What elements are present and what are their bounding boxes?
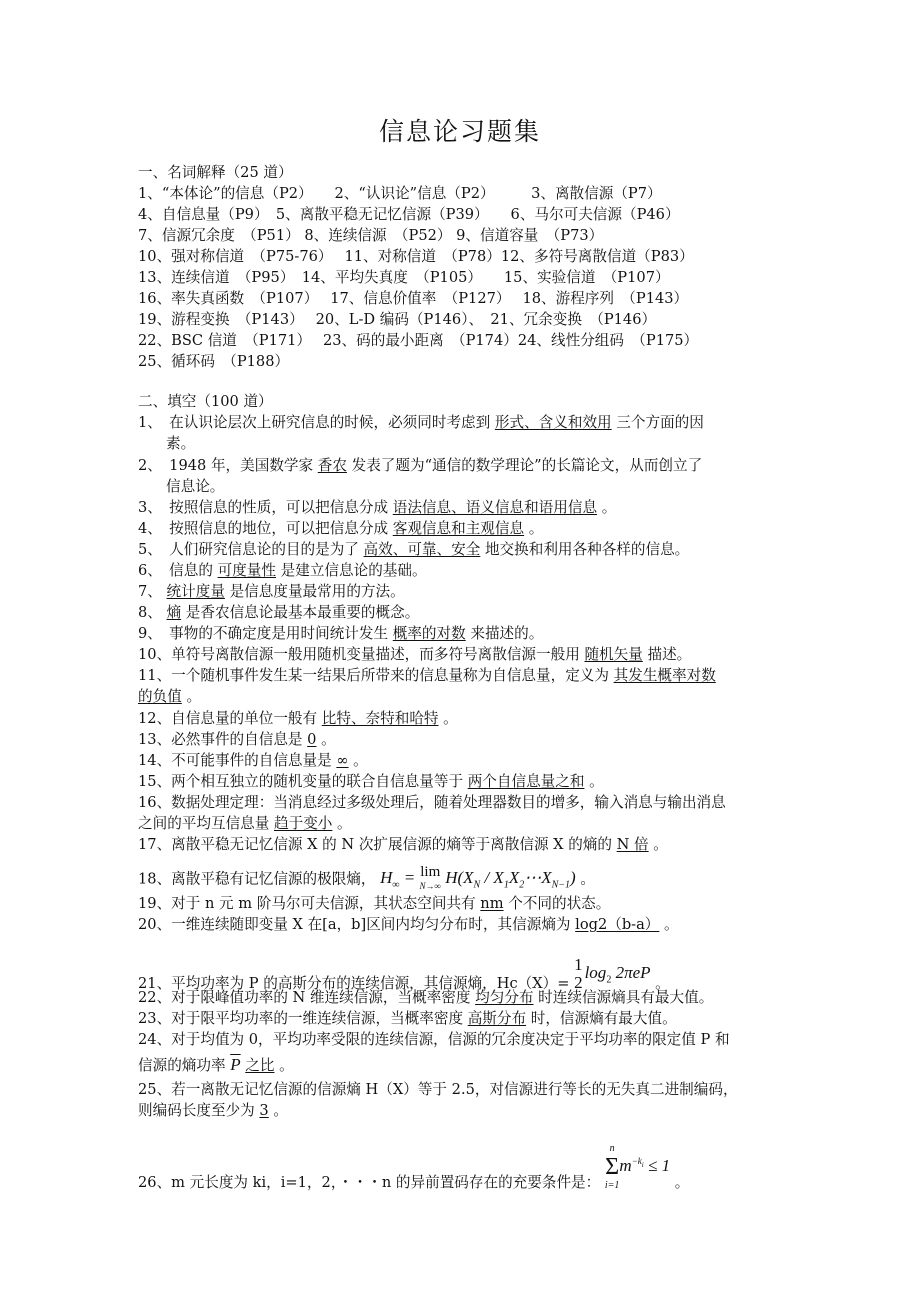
question-5: 5、 人们研究信息论的目的是为了 高效、可靠、安全 地交换和利用各种各样的信息。 xyxy=(138,541,690,558)
question-13: 13、必然事件的自信息是 0 。 xyxy=(138,731,336,748)
question-24-cont: 信源的熵功率 $\overline{P}$ 之比 。 xyxy=(138,1055,294,1074)
answer-blank: N 倍 xyxy=(616,836,649,853)
answer-blank: 之比 xyxy=(245,1057,275,1074)
answer-blank: 3 xyxy=(259,1102,269,1119)
term-row-5: 13、连续信道 （P95） 14、平均失真度 （P105） 15、实验信道 （P107） xyxy=(138,269,670,286)
question-25-cont: 则编码长度至少为 3 。 xyxy=(138,1102,288,1119)
question-26: 26、m 元长度为 ki，i=1，2，・・・n 的异前置码存在的充要条件是： n Σ $i=1m^{-k_i} \le 1$ 。 xyxy=(138,1143,690,1191)
term-row-8: 22、BSC 信道 （P171） 23、码的最小距离 （P174）24、线性分组码 （P175） xyxy=(138,332,699,349)
term-row-1: 1、“本体论”的信息（P2） 2、“认识论”信息（P2） 3、离散信源（P7） xyxy=(138,185,662,202)
question-20: 20、一维连续随即变量 X 在[a，b]区间内均匀分布时，其信源熵为 log2（b-a） 。 xyxy=(138,916,679,933)
gaussian-entropy-formula: 1 $2\log_2$ 2πeP xyxy=(574,955,651,992)
question-2: 2、 1948 年，美国数学家 香农 发表了题为“通信的数学理论”的长篇论文，从而创立了 xyxy=(138,457,703,474)
answer-blank: 其发生概率对数 xyxy=(613,667,716,684)
question-21: 21、平均功率为 P 的高斯分布的连续信源，其信源熵，Hc（X）= 1 $2\log_2$ 2πeP 。 xyxy=(138,955,670,992)
question-25: 25、若一离散无记忆信源的信源熵 H（X）等于 2.5，对信源进行等长的无失真二进制编码， xyxy=(138,1081,738,1098)
answer-blank: 的负值 xyxy=(138,688,182,705)
question-7: 7、 统计度量 是信息度量最常用的方法。 xyxy=(138,583,405,600)
question-11: 11、一个随机事件发生某一结果后所带来的信息量称为自信息量，定义为 其发生概率对数 xyxy=(138,667,716,684)
section1-heading: 一、名词解释（25 道） xyxy=(138,164,293,181)
answer-blank: 随机矢量 xyxy=(584,646,643,663)
section2-heading: 二、填空（100 道） xyxy=(138,393,273,410)
answer-blank: 可度量性 xyxy=(217,562,276,579)
answer-blank: 语法信息、语义信息和语用信息 xyxy=(392,499,598,516)
question-1: 1、 在认识论层次上研究信息的时候，必须同时考虑到 形式、含义和效用 三个方面的因 xyxy=(138,414,704,431)
answer-blank: 概率的对数 xyxy=(392,625,466,642)
answer-blank: 均匀分布 xyxy=(475,989,534,1006)
question-18: 18、离散平稳有记忆信源的极限熵， $H_\infty = \lim$ N→∞ $H(X_N$ / $X_1X_2\cdots X_{N-1}$) 。 xyxy=(138,864,595,891)
answer-blank: 客观信息和主观信息 xyxy=(392,520,525,537)
term-row-3: 7、信源冗余度 （P51） 8、连续信源 （P52） 9、信道容量 （P73） xyxy=(138,227,604,244)
question-23: 23、对于限平均功率的一维连续信源，当概率密度 高斯分布 时，信源熵有最大值。 xyxy=(138,1010,677,1027)
answer-blank: 统计度量 xyxy=(166,583,225,600)
question-16: 16、数据处理定理：当消息经过多级处理后，随着处理器数目的增多，输入消息与输出消息 xyxy=(138,794,726,811)
limit-entropy-formula: $H_\infty = \lim$ N→∞ $H(X_N$ / $X_1X_2\cdots X_{N-1}$) xyxy=(380,864,576,891)
answer-blank: 香农 xyxy=(317,457,347,474)
question-24: 24、对于均值为 0，平均功率受限的连续信源，信源的冗余度决定于平均功率的限定值 P 和 xyxy=(138,1031,730,1048)
question-3: 3、 按照信息的性质，可以把信息分成 语法信息、语义信息和语用信息 。 xyxy=(138,499,617,516)
page-title: 信息论习题集 xyxy=(378,117,541,146)
answer-blank: 熵 xyxy=(166,604,182,621)
question-8: 8、 熵 是香农信息论最基本最重要的概念。 xyxy=(138,604,420,621)
answer-blank: nm xyxy=(480,895,504,912)
question-17: 17、离散平稳无记忆信源 X 的 N 次扩展信源的熵等于离散信源 X 的熵的 N 倍 。 xyxy=(138,836,668,853)
kraft-inequality-formula: n Σ $i=1m^{-k_i} \le 1$ xyxy=(604,1143,671,1191)
question-4: 4、 按照信息的地位，可以把信息分成 客观信息和主观信息 。 xyxy=(138,520,544,537)
question-2-cont: 信息论。 xyxy=(166,478,225,495)
question-9: 9、 事物的不确定度是用时间统计发生 概率的对数 来描述的。 xyxy=(138,625,544,642)
question-11-cont: 的负值 。 xyxy=(138,688,202,705)
answer-blank: 比特、奈特和哈特 xyxy=(321,710,439,727)
answer-blank: 趋于变小 xyxy=(274,815,333,832)
term-row-4: 10、强对称信道 （P75-76） 11、对称信道 （P78）12、多符号离散信道（P83） xyxy=(138,248,694,265)
answer-blank: 0 xyxy=(307,731,317,748)
question-6: 6、 信息的 可度量性 是建立信息论的基础。 xyxy=(138,562,427,579)
power-symbol: $\overline{P}$ xyxy=(230,1055,241,1074)
term-row-2: 4、自信息量（P9） 5、离散平稳无记忆信源（P39） 6、马尔可夫信源（P46） xyxy=(138,206,680,223)
answer-blank: ∞ xyxy=(336,752,349,769)
question-15: 15、两个相互独立的随机变量的联合自信息量等于 两个自信息量之和 。 xyxy=(138,773,604,790)
term-row-6: 16、率失真函数 （P107） 17、信息价值率 （P127） 18、游程序列 （P143） xyxy=(138,290,689,307)
answer-blank: log2（b-a） xyxy=(575,916,660,933)
question-10: 10、单符号离散信源一般用随机变量描述，而多符号离散信源一般用 随机矢量 描述。 xyxy=(138,646,692,663)
question-16-cont: 之间的平均互信息量 趋于变小 。 xyxy=(138,815,352,832)
answer-blank: 高效、可靠、安全 xyxy=(363,541,481,558)
question-12: 12、自信息量的单位一般有 比特、奈特和哈特 。 xyxy=(138,710,458,727)
answer-blank: 两个自信息量之和 xyxy=(467,773,585,790)
answer-blank: 形式、含义和效用 xyxy=(494,414,612,431)
term-row-7: 19、游程变换 （P143） 20、L-D 编码（P146）、 21、冗余变换 （P146） xyxy=(138,311,657,328)
question-19: 19、对于 n 元 m 阶马尔可夫信源，其状态空间共有 nm 个不同的状态。 xyxy=(138,895,611,912)
question-14: 14、不可能事件的自信息量是 ∞ 。 xyxy=(138,752,368,769)
answer-blank: 高斯分布 xyxy=(467,1010,527,1027)
term-row-9: 25、循环码 （P188） xyxy=(138,353,290,370)
question-1-cont: 素。 xyxy=(166,435,196,452)
question-22: 22、对于限峰值功率的 N 维连续信源，当概率密度 均匀分布 时连续信源熵具有最大值。 xyxy=(138,989,714,1006)
